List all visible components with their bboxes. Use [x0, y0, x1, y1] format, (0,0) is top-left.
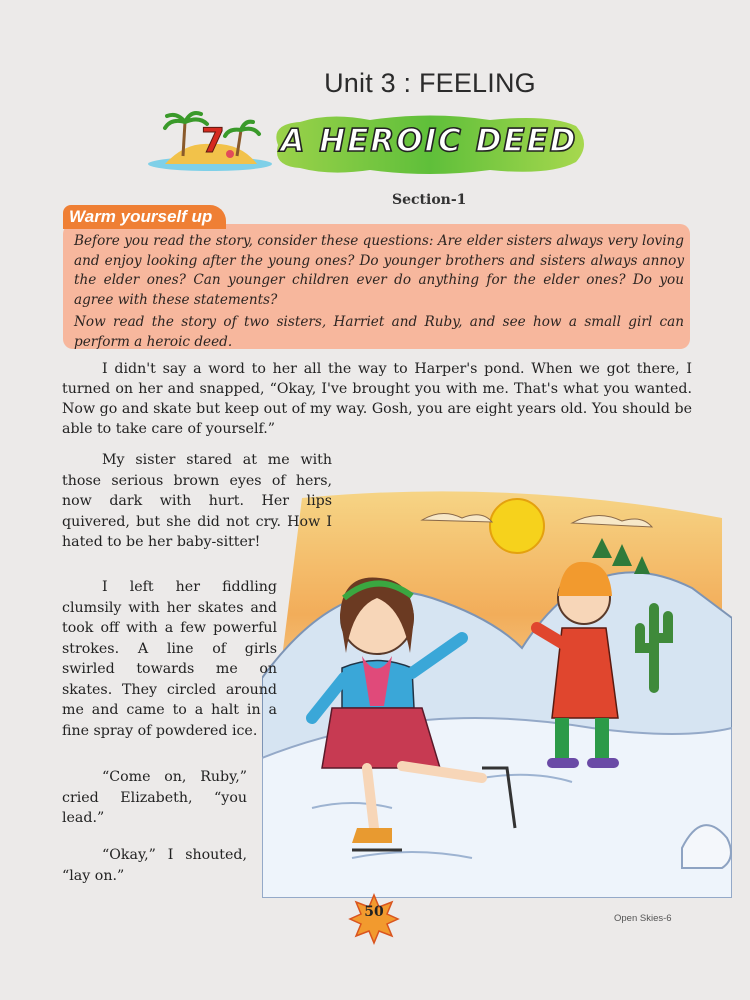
- book-title: Open Skies-6: [614, 913, 672, 924]
- warm-up-paragraph-2: Now read the story of two sisters, Harriet and Ruby, and see how a small girl can perform a heroic deed.: [74, 314, 684, 350]
- island-lesson-icon: [145, 104, 275, 174]
- warm-up-heading: Warm yourself up: [63, 205, 226, 229]
- section-label: Section-1: [392, 192, 467, 208]
- story-paragraph-4: “Come on, Ruby,” cried Elizabeth, “you lead.”: [62, 769, 247, 826]
- story-paragraph-5: “Okay,” I shouted, “lay on.”: [62, 847, 247, 884]
- lesson-number: 7: [201, 121, 225, 161]
- warm-up-paragraph-1: Before you read the story, consider these questions: Are elder sisters always very loving and enjoy looking after the young ones? Do younger brothers and sisters always annoy the elder ones? Can younger children ever do anything for the elder ones? Do you agree with these statements?: [74, 233, 684, 308]
- warm-up-text: [74, 232, 684, 355]
- story-paragraph-1: I didn't say a word to her all the way to Harper's pond. When we got there, I turned on her and snapped, “Okay, I've brought you with me. That's what you wanted. Now go and skate but keep out of my way. Gosh, you are eight years old. You should be able to take care of yourself.”: [62, 361, 692, 437]
- skating-illustration: [262, 478, 732, 898]
- story-paragraph-3: I left her fiddling clumsily with her skates and took off with a few powerful strokes. A line of girls swirled towards me on skates. They circled around me and came to a halt in a fine spray of powdered ice.: [62, 579, 277, 739]
- page-number: 50: [364, 904, 384, 920]
- story-paragraph-2: My sister stared at me with those serious brown eyes of hers, now dark with hurt. Her lips quivered, but she did not cry. How I hated to be her baby-sitter!: [62, 452, 332, 550]
- unit-title: Unit 3 : FEELING: [324, 68, 536, 98]
- lesson-title: A HEROIC DEED: [280, 123, 578, 159]
